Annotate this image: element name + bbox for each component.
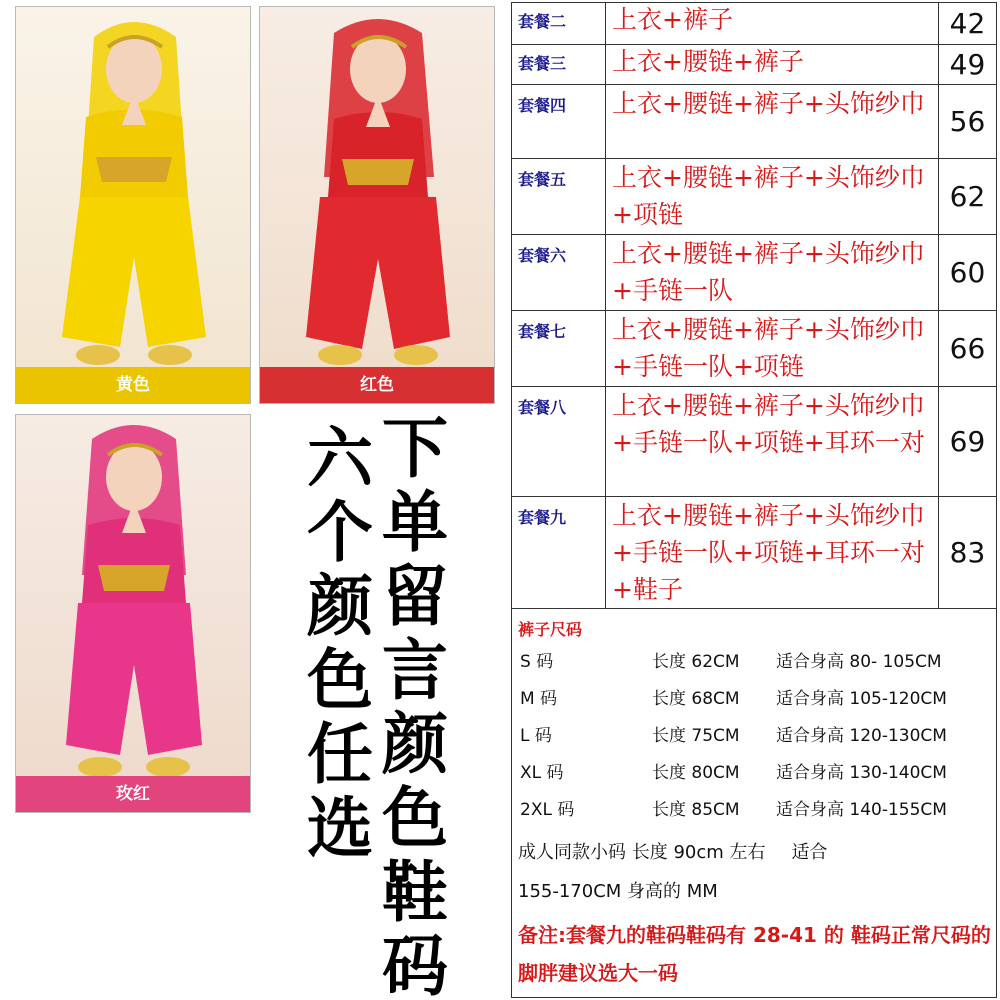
slogan-char: 码 bbox=[382, 928, 448, 1000]
shoe-size-remark: 备注:套餐九的鞋码鞋码有 28-41 的 鞋码正常尺码的 脚胖建议选大一码 bbox=[518, 923, 991, 985]
size-row bbox=[518, 721, 996, 758]
package-row[interactable] bbox=[512, 3, 996, 45]
package-items: 上衣+腰链+裤子+头饰纱巾+手链一队 bbox=[606, 235, 939, 310]
package-items: 上衣+腰链+裤子+头饰纱巾 bbox=[606, 85, 939, 158]
package-row[interactable] bbox=[512, 45, 996, 85]
package-items: 上衣+腰链+裤子 bbox=[606, 45, 939, 84]
size-row bbox=[518, 795, 996, 832]
slogan-char: 颜 bbox=[307, 568, 373, 645]
package-price: 83 bbox=[949, 536, 986, 569]
package-price: 62 bbox=[949, 180, 986, 213]
package-name: 套餐四 bbox=[512, 85, 606, 158]
size-length: 长度 85CM bbox=[652, 800, 740, 820]
package-row[interactable] bbox=[512, 387, 996, 497]
adult-fit-text: 适合 bbox=[791, 842, 828, 863]
package-name: 套餐九 bbox=[512, 497, 606, 608]
size-label: XL 码 bbox=[520, 763, 564, 783]
slogan-char: 下 bbox=[382, 410, 448, 487]
package-name: 套餐八 bbox=[512, 387, 606, 496]
slogan-char: 言 bbox=[382, 632, 448, 709]
dancer-illustration-red bbox=[260, 7, 495, 404]
slogan-char: 颜 bbox=[382, 706, 448, 783]
color-label-rose: 玫红 bbox=[16, 776, 250, 812]
package-items: 上衣+腰链+裤子+头饰纱巾+手链一队+项链+耳环一对+鞋子 bbox=[606, 497, 939, 608]
color-label-yellow: 黄色 bbox=[16, 367, 250, 403]
package-price: 49 bbox=[949, 48, 986, 81]
dancer-illustration-rose bbox=[16, 415, 251, 813]
adult-height-note: 155-170CM 身高的 MM bbox=[518, 881, 718, 902]
size-label: M 码 bbox=[520, 689, 558, 709]
size-label: S 码 bbox=[520, 652, 554, 672]
slogan-char: 任 bbox=[307, 716, 373, 793]
size-label: L 码 bbox=[520, 726, 552, 746]
package-name: 套餐七 bbox=[512, 311, 606, 386]
size-fit-height: 适合身高 105-120CM bbox=[776, 689, 947, 709]
product-photo-yellow[interactable] bbox=[15, 6, 251, 404]
size-length: 长度 80CM bbox=[652, 763, 740, 783]
package-price: 66 bbox=[949, 332, 986, 365]
size-chart bbox=[512, 607, 996, 992]
slogan-char: 选 bbox=[307, 790, 373, 867]
package-row[interactable] bbox=[512, 311, 996, 387]
slogan-order-note bbox=[375, 412, 455, 1000]
slogan-char: 个 bbox=[307, 494, 373, 571]
size-length: 长度 62CM bbox=[652, 652, 740, 672]
size-length: 长度 75CM bbox=[652, 726, 740, 746]
package-row[interactable] bbox=[512, 497, 996, 609]
package-items: 上衣+腰链+裤子+头饰纱巾+手链一队+项链+耳环一对 bbox=[606, 387, 939, 496]
package-price: 56 bbox=[949, 105, 986, 138]
slogan-six-colors bbox=[300, 422, 380, 866]
package-items: 上衣+裤子 bbox=[606, 3, 939, 44]
size-chart-title: 裤子尺码 bbox=[518, 620, 583, 639]
adult-size-text: 成人同款小码 长度 90cm 左右 bbox=[518, 842, 766, 863]
size-label: 2XL 码 bbox=[520, 800, 575, 820]
package-price: 60 bbox=[949, 256, 986, 289]
package-price: 42 bbox=[949, 7, 986, 40]
package-items: 上衣+腰链+裤子+头饰纱巾+手链一队+项链 bbox=[606, 311, 939, 386]
size-fit-height: 适合身高 130-140CM bbox=[776, 763, 947, 783]
slogan-char: 色 bbox=[382, 780, 448, 857]
package-row[interactable] bbox=[512, 159, 996, 235]
package-row[interactable] bbox=[512, 235, 996, 311]
size-length: 长度 68CM bbox=[652, 689, 740, 709]
slogan-char: 色 bbox=[307, 642, 373, 719]
slogan-char: 鞋 bbox=[382, 854, 448, 931]
slogan-char: 六 bbox=[307, 420, 373, 497]
package-name: 套餐二 bbox=[512, 3, 606, 44]
package-price: 69 bbox=[949, 425, 986, 458]
package-row[interactable] bbox=[512, 85, 996, 159]
package-price-table bbox=[511, 2, 997, 998]
slogan-char: 留 bbox=[382, 558, 448, 635]
size-row bbox=[518, 758, 996, 795]
package-name: 套餐三 bbox=[512, 45, 606, 84]
slogan-char: 单 bbox=[382, 484, 448, 561]
dancer-illustration-yellow bbox=[16, 7, 251, 404]
product-photo-red[interactable] bbox=[259, 6, 495, 404]
size-fit-height: 适合身高 140-155CM bbox=[776, 800, 947, 820]
color-label-red: 红色 bbox=[260, 367, 494, 403]
size-row bbox=[518, 647, 996, 684]
adult-size-note bbox=[518, 834, 996, 871]
package-name: 套餐六 bbox=[512, 235, 606, 310]
package-name: 套餐五 bbox=[512, 159, 606, 234]
size-fit-height: 适合身高 80- 105CM bbox=[776, 652, 942, 672]
product-photo-rose[interactable] bbox=[15, 414, 251, 813]
package-items: 上衣+腰链+裤子+头饰纱巾+项链 bbox=[606, 159, 939, 234]
size-fit-height: 适合身高 120-130CM bbox=[776, 726, 947, 746]
size-row bbox=[518, 684, 996, 721]
